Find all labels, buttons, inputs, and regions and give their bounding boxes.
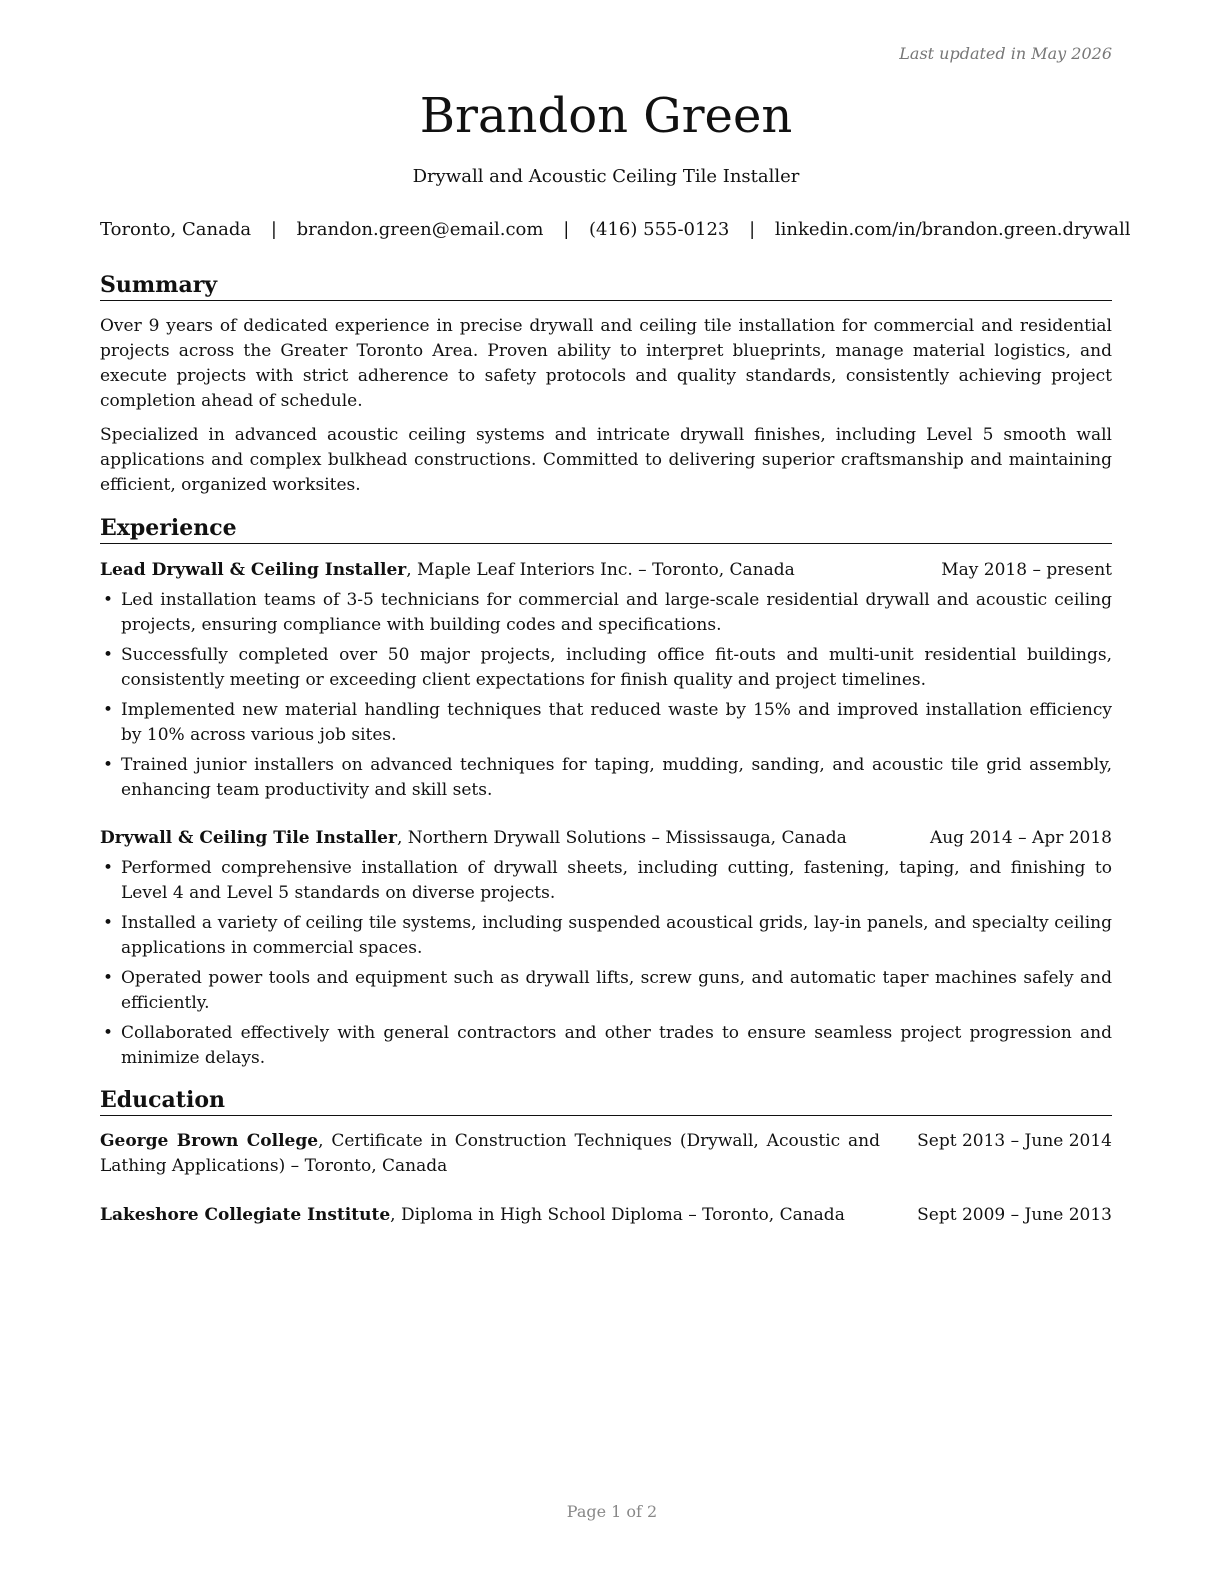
job-bullet: • Performed comprehensive installation of drywall sheets, including cutting, fastening, taping, and finishing to Level 4 and Level 5 standards on diverse projects. [100, 856, 1112, 906]
education-entry [100, 1129, 1112, 1179]
job-company-location: , Northern Drywall Solutions – Mississauga, Canada [396, 828, 847, 848]
job-dates: Aug 2014 – Apr 2018 [929, 828, 1112, 848]
contact-linkedin[interactable]: linkedin.com/in/brandon.green.drywall [774, 219, 1131, 240]
contact-line [100, 219, 1131, 240]
contact-email[interactable]: brandon.green@email.com [296, 219, 544, 240]
summary-paragraph: Over 9 years of dedicated experience in precise drywall and ceiling tile installation for commercial and residential projects across the Greater Toronto Area. Proven ability to interpret blueprints, manage material logistics, and execute projects with strict adherence to safety protocols and quality standards, consistently achieving project completion ahead of schedule. [100, 316, 1112, 411]
job-title: Drywall & Ceiling Tile Installer [100, 828, 397, 848]
job-bullet: • Successfully completed over 50 major projects, including office fit-outs and multi-unit residential buildings, consistently meeting or exceeding client expectations for finish quality and project timelines. [100, 643, 1112, 693]
education-dates: Sept 2013 – June 2014 [917, 1131, 1112, 1151]
job-bullet: • Collaborated effectively with general contractors and other trades to ensure seamless project progression and minimize delays. [100, 1021, 1112, 1071]
job-bullet: • Implemented new material handling techniques that reduced waste by 15% and improved installation efficiency by 10% across various job sites. [100, 698, 1112, 748]
education-school: George Brown College [100, 1131, 319, 1151]
job-bullet: • Led installation teams of 3-5 technicians for commercial and large-scale residential drywall and acoustic ceiling projects, ensuring compliance with building codes and specifications. [100, 588, 1112, 638]
education-dates: Sept 2009 – June 2013 [917, 1205, 1112, 1225]
job-company-location: , Maple Leaf Interiors Inc. – Toronto, Canada [406, 560, 795, 580]
job-bullets [100, 856, 1112, 1076]
education-entry [100, 1203, 1112, 1228]
education-details: , Certificate in Construction Techniques (Drywall, Acoustic and Lathing Applications) – Toronto, Canada [100, 1131, 881, 1176]
candidate-name: Brandon Green [419, 88, 793, 144]
job-bullet: • Operated power tools and equipment such as drywall lifts, screw guns, and automatic taper machines safely and efficiently. [100, 966, 1112, 1016]
candidate-headline: Drywall and Acoustic Ceiling Tile Installer [412, 166, 800, 187]
summary-paragraph: Specialized in advanced acoustic ceiling systems and intricate drywall finishes, including Level 5 smooth wall applications and complex bulkhead constructions. Committed to delivering superior craftsmanship and maintaining efficient, organized worksites. [100, 425, 1112, 495]
job-bullet: • Installed a variety of ceiling tile systems, including suspended acoustical grids, lay-in panels, and specialty ceiling applications in commercial spaces. [100, 911, 1112, 961]
contact-separator: | [749, 219, 756, 240]
section-title-experience: Experience [100, 514, 1112, 544]
contact-separator: | [270, 219, 277, 240]
job-dates: May 2018 – present [941, 560, 1112, 580]
page-number: Page 1 of 2 [566, 1502, 658, 1521]
contact-separator: | [563, 219, 570, 240]
job-bullets [100, 588, 1112, 808]
education-school: Lakeshore Collegiate Institute [100, 1205, 391, 1225]
job-header [100, 826, 1112, 851]
last-updated-note: Last updated in May 2026 [899, 44, 1112, 63]
job-header [100, 558, 1112, 583]
section-title-education: Education [100, 1086, 1112, 1116]
contact-phone[interactable]: (416) 555-0123 [589, 219, 730, 240]
education-details: , Diploma in High School Diploma – Toronto, Canada [390, 1205, 845, 1225]
contact-location: Toronto, Canada [100, 219, 252, 240]
section-title-summary: Summary [100, 271, 1112, 301]
job-bullet: • Trained junior installers on advanced techniques for taping, mudding, sanding, and acoustic tile grid assembly, enhancing team productivity and skill sets. [100, 753, 1112, 803]
job-title: Lead Drywall & Ceiling Installer [100, 560, 407, 580]
